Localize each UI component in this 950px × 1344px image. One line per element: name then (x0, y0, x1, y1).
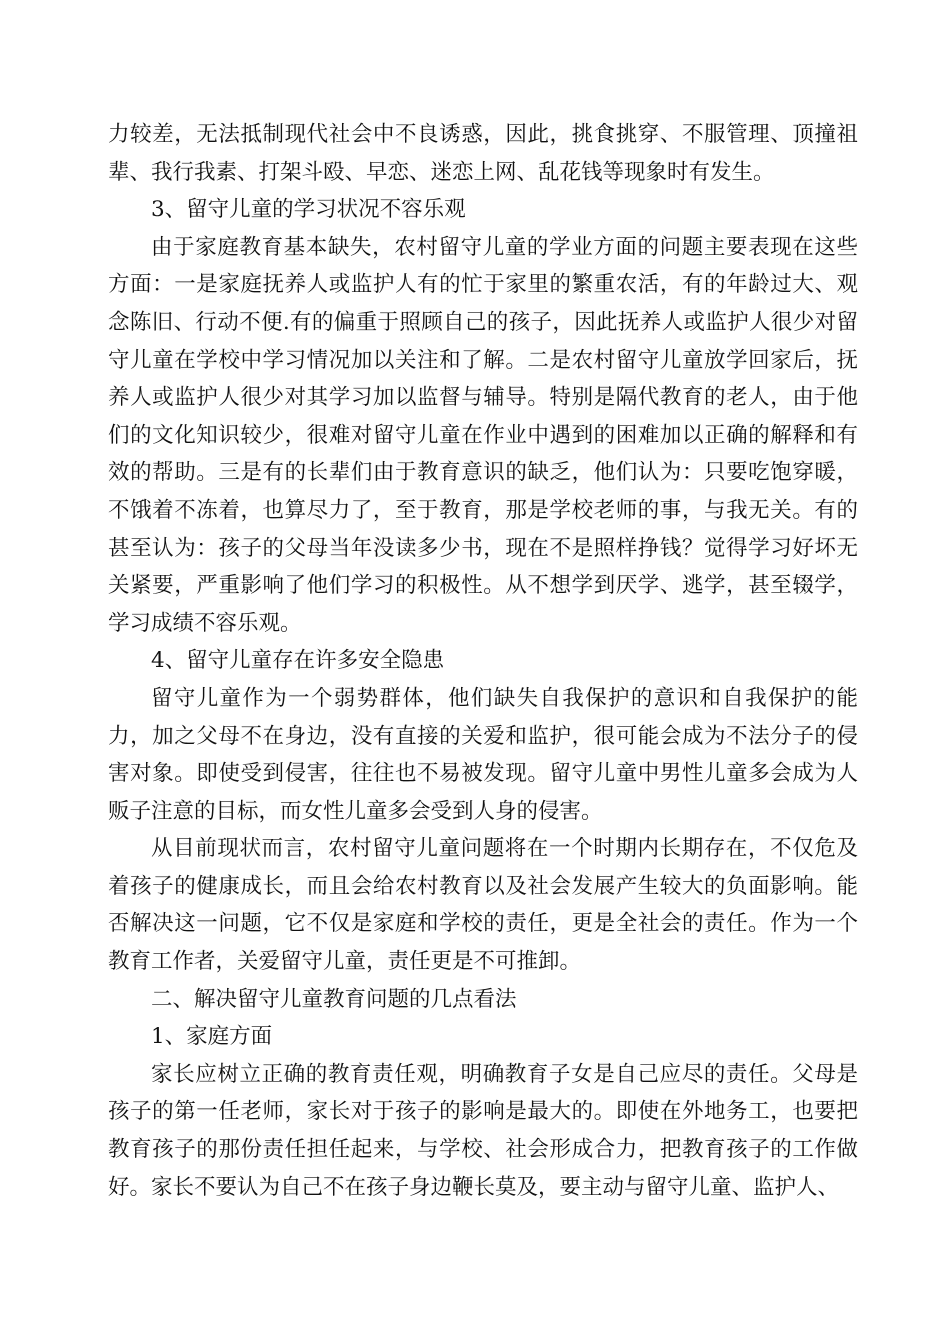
section-heading-learning: 3、留守儿童的学习状况不容乐观 (151, 197, 466, 223)
subsection-heading-family: 1、家庭方面 (151, 1024, 273, 1050)
document-body (108, 116, 858, 1206)
paragraph-safety: 留守儿童作为一个弱势群体，他们缺失自我保护的意识和自我保护的能力，加之父母不在身边，没有直接的关爱和监护，很可能会成为不法分子的侵害对象。即使受到侵害，往往也不易被发现。留守儿童中男性儿童多会成为人贩子注意的目标，而女性儿童多会受到人身的侵害。 (108, 685, 858, 824)
paragraph-learning: 由于家庭教育基本缺失，农村留守儿童的学业方面的问题主要表现在这些方面：一是家庭抚养人或监护人有的忙于家里的繁重农活，有的年龄过大、观念陈旧、行动不便.有的偏重于照顾自己的孩子，因此抚养人或监护人很少对留守儿童在学校中学习情况加以关注和了解。二是农村留守儿童放学回家后，抚养人或监护人很少对其学习加以监督与辅导。特别是隔代教育的老人，由于他们的文化知识较少，很难对留守儿童在作业中遇到的困难加以正确的解释和有效的帮助。三是有的长辈们由于教育意识的缺乏，他们认为：只要吃饱穿暖，不饿着不冻着，也算尽力了，至于教育，那是学校老师的事，与我无关。有的甚至认为：孩子的父母当年没读多少书，现在不是照样挣钱？觉得学习好坏无关紧要，严重影响了他们学习的积极性。从不想学到厌学、逃学，甚至辍学，学习成绩不容乐观。 (108, 234, 858, 636)
paragraph-continuation: 力较差，无法抵制现代社会中不良诱惑，因此，挑食挑穿、不服管理、顶撞祖辈、我行我素、打架斗殴、早恋、迷恋上网、乱花钱等现象时有发生。 (108, 122, 858, 185)
paragraph-family: 家长应树立正确的教育责任观，明确教育子女是自己应尽的责任。父母是孩子的第一任老师，家长对于孩子的影响是最大的。即使在外地务工，也要把教育孩子的那份责任担任起来，与学校、社会形成合力，把教育孩子的工作做好。家长不要认为自己不在孩子身边鞭长莫及，要主动与留守儿童、监护人、 (108, 1061, 858, 1200)
section-heading-solutions: 二、解决留守儿童教育问题的几点看法 (151, 986, 517, 1012)
section-heading-safety: 4、留守儿童存在许多安全隐患 (151, 648, 445, 674)
paragraph-summary: 从目前现状而言，农村留守儿童问题将在一个时期内长期存在，不仅危及着孩子的健康成长，而且会给农村教育以及社会发展产生较大的负面影响。能否解决这一问题，它不仅是家庭和学校的责任，更是全社会的责任。作为一个教育工作者，关爱留守儿童，责任更是不可推卸。 (108, 836, 858, 975)
